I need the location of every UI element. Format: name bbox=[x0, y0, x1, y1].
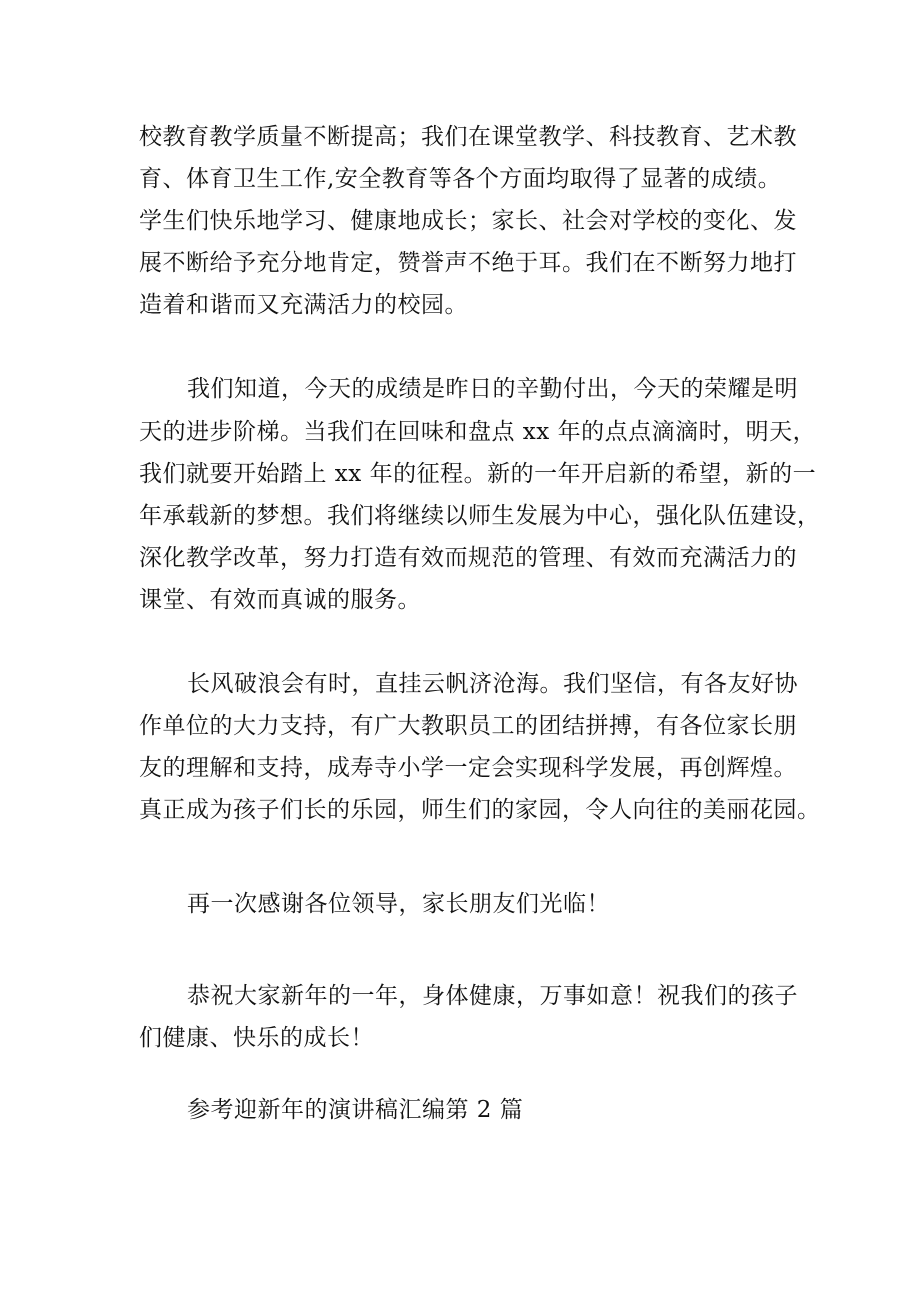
paragraph-4-line: 再一次感谢各位领导，家长朋友们光临！ bbox=[187, 891, 610, 917]
section-heading: 参考迎新年的演讲稿汇编第 2 篇 bbox=[187, 1097, 524, 1123]
paragraph-2-line: 我们就要开始踏上 xx 年的征程。新的一年开启新的希望，新的一 bbox=[139, 461, 817, 487]
paragraph-2-line: 我们知道，今天的成绩是昨日的辛勤付出，今天的荣耀是明 bbox=[187, 376, 798, 402]
paragraph-3-line: 真正成为孩子们长的乐园，师生们的家园，令人向往的美丽花园。 bbox=[139, 797, 821, 823]
paragraph-2-line: 深化教学改革，努力打造有效而规范的管理、有效而充满活力的 bbox=[139, 545, 797, 571]
paragraph-3-line: 作单位的大力支持，有广大教职员工的团结拼搏，有各位家长朋 bbox=[139, 713, 797, 739]
paragraph-2-line: 天的进步阶梯。当我们在回味和盘点 xx 年的点点滴滴时，明天， bbox=[139, 419, 817, 445]
paragraph-1-line: 展不断给予充分地肯定，赞誉声不绝于耳。我们在不断努力地打 bbox=[139, 250, 797, 276]
paragraph-1-line: 育、体育卫生工作,安全教育等各个方面均取得了显著的成绩。 bbox=[139, 166, 782, 192]
paragraph-3-line: 长风破浪会有时，直挂云帆济沧海。我们坚信，有各友好协 bbox=[187, 671, 798, 697]
paragraph-5-line: 恭祝大家新年的一年，身体健康，万事如意！祝我们的孩子 bbox=[187, 983, 798, 1009]
paragraph-2-line: 课堂、有效而真诚的服务。 bbox=[139, 587, 421, 613]
paragraph-1-line: 学生们快乐地学习、健康地成长；家长、社会对学校的变化、发 bbox=[139, 208, 797, 234]
paragraph-2-line: 年承载新的梦想。我们将继续以师生发展为中心，强化队伍建设， bbox=[139, 503, 821, 529]
paragraph-3-line: 友的理解和支持，成寿寺小学一定会实现科学发展，再创辉煌。 bbox=[139, 755, 797, 781]
paragraph-1-line: 造着和谐而又充满活力的校园。 bbox=[139, 292, 468, 318]
paragraph-1-line: 校教育教学质量不断提高；我们在课堂教学、科技教育、艺术教 bbox=[139, 124, 797, 150]
paragraph-5-line: 们健康、快乐的成长！ bbox=[139, 1025, 374, 1051]
